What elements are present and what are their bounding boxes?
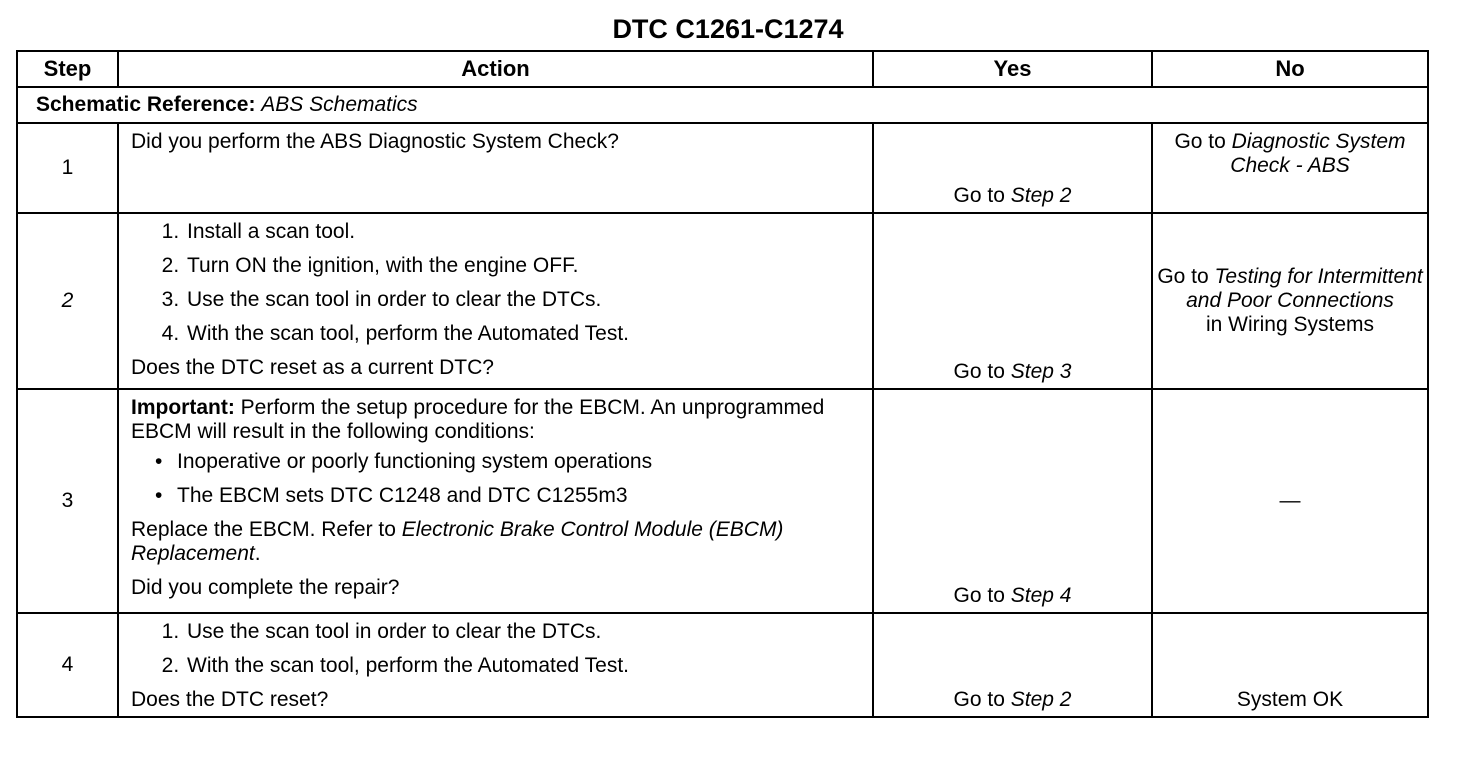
table-row	[17, 389, 1428, 613]
header-step: Step	[17, 51, 118, 87]
table-row	[17, 613, 1428, 717]
no-cell: —	[1152, 389, 1428, 613]
step-number: 2	[17, 213, 118, 389]
yes-step-link[interactable]: Step 3	[1010, 360, 1072, 383]
no-cell	[1152, 213, 1428, 389]
yes-step-link[interactable]: Step 2	[1010, 688, 1072, 711]
yes-cell	[873, 123, 1152, 213]
header-action: Action	[118, 51, 873, 87]
yes-step-link[interactable]: Step 4	[1010, 584, 1072, 607]
step-number: 4	[17, 613, 118, 717]
action-cell	[118, 613, 873, 717]
no-prefix: Go to	[1157, 265, 1209, 288]
important-text: Perform the setup procedure for the EBCM. An unprogrammed EBCM will result in the following conditions:	[131, 396, 825, 443]
yes-prefix: Go to	[953, 184, 1005, 207]
action-question: Does the DTC reset as a current DTC?	[131, 356, 494, 379]
schematic-reference	[17, 87, 1428, 123]
page-title: DTC C1261-C1274	[612, 14, 844, 44]
yes-prefix: Go to	[953, 688, 1005, 711]
list-item: 1. Use the scan tool in order to clear the DTCs.	[185, 620, 862, 644]
yes-prefix: Go to	[953, 360, 1005, 383]
yes-cell	[873, 213, 1152, 389]
no-cell	[1152, 123, 1428, 213]
important-label: Important:	[131, 396, 235, 419]
list-item: • Inoperative or poorly functioning system operations	[177, 450, 862, 474]
replace-instruction	[131, 518, 862, 566]
action-cell	[118, 123, 873, 213]
list-item: 4. With the scan tool, perform the Automated Test.	[185, 322, 862, 346]
list-item: • The EBCM sets DTC C1248 and DTC C1255m3	[177, 484, 862, 508]
no-suffix: in Wiring Systems	[1205, 313, 1375, 336]
table-row	[17, 123, 1428, 213]
yes-cell	[873, 389, 1152, 613]
no-cell: System OK	[1152, 613, 1428, 717]
schematic-row	[17, 87, 1428, 123]
action-cell	[118, 389, 873, 613]
no-link[interactable]: Diagnostic System Check - ABS	[1230, 130, 1406, 177]
replace-link[interactable]: Electronic Brake Control Module (EBCM) Replacement	[131, 518, 784, 565]
header-no: No	[1152, 51, 1428, 87]
yes-cell	[873, 613, 1152, 717]
action-list	[131, 220, 862, 346]
schematic-label: Schematic Reference:	[36, 93, 256, 116]
important-note	[131, 396, 862, 444]
header-row	[17, 51, 1428, 87]
step-number: 1	[17, 123, 118, 213]
list-item: 1. Install a scan tool.	[185, 220, 862, 244]
action-cell	[118, 213, 873, 389]
list-item: 2. Turn ON the ignition, with the engine OFF.	[185, 254, 862, 278]
replace-prefix: Replace the EBCM. Refer to	[131, 518, 396, 541]
no-prefix: Go to	[1174, 130, 1226, 153]
header-yes: Yes	[873, 51, 1152, 87]
action-question: Did you perform the ABS Diagnostic System Check?	[131, 130, 619, 153]
table-row	[17, 213, 1428, 389]
yes-step-link[interactable]: Step 2	[1010, 184, 1072, 207]
schematic-link[interactable]: ABS Schematics	[261, 93, 418, 116]
replace-suffix: .	[254, 542, 261, 565]
list-item: 3. Use the scan tool in order to clear the DTCs.	[185, 288, 862, 312]
action-question: Did you complete the repair?	[131, 576, 400, 599]
diagnostic-table	[16, 50, 1429, 718]
yes-prefix: Go to	[953, 584, 1005, 607]
no-link[interactable]: Testing for Intermittent and Poor Connections	[1186, 265, 1423, 312]
action-question: Does the DTC reset?	[131, 688, 329, 711]
step-number: 3	[17, 389, 118, 613]
list-item: 2. With the scan tool, perform the Automated Test.	[185, 654, 862, 678]
bullet-list	[131, 450, 862, 508]
action-list	[131, 620, 862, 678]
